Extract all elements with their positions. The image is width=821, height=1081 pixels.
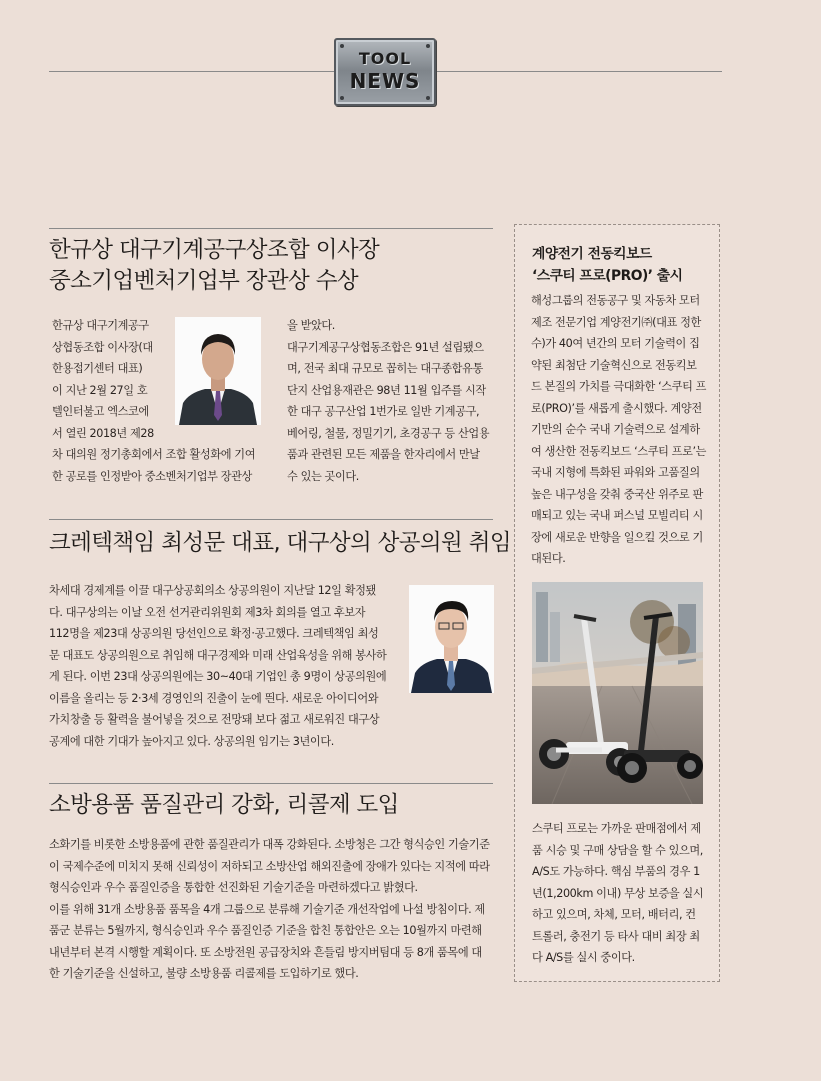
text-line: 베어링, 철물, 정밀기기, 초경공구 등 산업용	[287, 426, 490, 440]
text-line: 차세대 경제계를 이끌 대구상공회의소 상공의원이 지난달 12일 확정됐	[49, 584, 376, 597]
article3-top-rule	[49, 783, 493, 784]
text-line: 한용접기센터 대표)	[52, 362, 143, 375]
text-line: 품 시승 및 구매 상담을 할 수 있으며,	[532, 843, 703, 857]
portrait-photo-choi	[409, 585, 494, 693]
text-line: 제조 전문기업 계양전기㈜(대표 정한	[531, 315, 701, 329]
article1-headline-line1: 한규상 대구기계공구상조합 이사장	[49, 237, 380, 263]
text-line: 이름을 올리는 등 2·3세 경영인의 진출이 눈에 띈다. 새로운 아이디어와	[49, 691, 379, 705]
article3-headline: 소방용품 품질관리 강화, 리콜제 도입	[49, 792, 399, 818]
text-line: 스쿠티 프로는 가까운 판매점에서 제	[532, 822, 701, 835]
text-line: 이를 위해 31개 소방용품 품목을 4개 그룹으로 분류해 기술기준 개선작업에 나설 방침이다. 제	[49, 902, 485, 916]
article1-headline-line2: 중소기업벤처기업부 장관상 수상	[49, 268, 358, 294]
text-line: 상협동조합 이사장(대	[52, 340, 153, 354]
portrait-photo-han	[175, 317, 261, 425]
text-line: 품군 분류는 5월까지, 형식승인과 우수 품질인증 기준을 합친 통합안은 오는 10월까지 마련해	[49, 924, 482, 937]
text-line: 소화기를 비롯한 소방용품에 관한 품질관리가 대폭 강화된다. 소방청은 그간 형식승인 기술기준	[49, 838, 490, 851]
text-line: 을 받았다.	[287, 319, 335, 332]
text-line: 한 대구 공구산업 1번가로 일반 기계공구,	[287, 405, 480, 418]
text-line: 한규상 대구기계공구	[52, 319, 149, 332]
text-line: 트롤러, 충전기 등 타사 대비 최장 최	[532, 929, 700, 943]
text-line: 기만의 순수 국내 기술력으로 설계하	[531, 423, 700, 436]
text-line: 약된 최첨단 기술혁신으로 전동킥보	[531, 358, 697, 372]
sidebar-title-line1: 계양전기 전동킥보드	[532, 246, 652, 262]
text-line: 112명을 제23대 상공의원 당선인으로 확정·공고했다. 크레텍책임 최성	[49, 627, 379, 640]
text-line: 로(PRO)’를 새롭게 출시했다. 계양전	[531, 401, 702, 415]
text-line: 공계에 대한 기대가 높아지고 있다. 상공의원 임기는 3년이다.	[49, 734, 334, 748]
text-line: 다. 대구상의는 이날 오전 선거관리위원회 제3차 회의를 열고 후보자	[49, 605, 366, 619]
text-line: 수)가 40여 년간의 모터 기술력이 집	[531, 337, 700, 350]
article3-body	[49, 834, 499, 985]
header-rule-left	[49, 71, 334, 72]
text-line: 수 있는 곳이다.	[287, 469, 359, 483]
text-line: 높은 내구성을 갖춰 중국산 위주로 판	[531, 487, 703, 501]
text-line: 내년부터 본격 시행할 계획이다. 또 소방전원 공급장치와 흔들림 방지버팀대 등 8개 품목에 대	[49, 945, 482, 959]
badge-line1: TOOL	[358, 49, 412, 68]
text-line: 서 열린 2018년 제28	[52, 426, 154, 440]
article1-headline	[49, 235, 379, 297]
text-line: 단지 산업용재관은 98년 11월 입주를 시작	[287, 383, 486, 397]
tool-news-badge	[334, 38, 436, 106]
text-line: 매되고 있는 국내 퍼스널 모빌리티 시	[531, 509, 703, 522]
text-line: 텔인터불고 엑스코에	[52, 405, 149, 418]
text-line: 며, 전국 최대 규모로 꼽히는 대구종합유통	[287, 362, 483, 375]
text-line: 한 공로를 인정받아 중소벤처기업부 장관상	[52, 469, 252, 483]
sidebar-title-line2: ‘스쿠티 프로(PRO)’ 출시	[532, 268, 683, 284]
scooter-photo	[532, 582, 703, 804]
article2-body	[49, 580, 399, 752]
text-line: 가치창출 등 활력을 불어넣을 것으로 전망돼 보다 젊고 새로워진 대구상	[49, 713, 380, 726]
text-line: 문 대표도 상공의원으로 취임해 대구경제와 미래 산업육성을 위해 봉사하	[49, 648, 387, 662]
article1-col2	[287, 315, 497, 487]
sidebar-title	[532, 243, 682, 287]
text-line: 드 본질의 가치를 극대화한 ‘스쿠티 프	[531, 380, 707, 393]
text-line: 대된다.	[531, 552, 566, 565]
text-line: 장에 새로운 반향을 일으킬 것으로 기	[531, 530, 703, 544]
text-line: 이 지난 2월 27일 호	[52, 383, 148, 397]
text-line: 형식승인과 우수 품질인증을 통합한 선진화된 기술기준을 마련하겠다고 밝혔다.	[49, 881, 418, 894]
text-line: 년(1,200km 이내) 무상 보증을 실시	[532, 886, 704, 900]
text-line: 품과 관련된 모든 제품을 한자리에서 만날	[287, 448, 480, 461]
text-line: 한 기술기준을 신설하고, 불량 소방용품 리콜제를 도입하기로 했다.	[49, 967, 359, 980]
text-line: 여 생산한 전동킥보드 ‘스쿠티 프로’는	[531, 444, 707, 458]
text-line: 하고 있으며, 차체, 모터, 배터리, 컨	[532, 908, 696, 921]
text-line: 해성그룹의 전동공구 및 자동차 모터	[531, 294, 700, 307]
text-line: 게 된다. 이번 23대 상공의원에는 30~40대 기업인 총 9명이 상공의원에	[49, 670, 387, 683]
text-line: A/S도 가능하다. 핵심 부품의 경우 1	[532, 865, 700, 878]
sidebar-body2	[532, 818, 712, 969]
article1-top-rule	[49, 228, 493, 229]
text-line: 국내 지형에 특화된 파워와 고품질의	[531, 466, 700, 479]
badge-line2: NEWS	[349, 69, 421, 93]
text-line: 대구기계공구상협동조합은 91년 설립됐으	[287, 340, 484, 354]
article2-headline: 크레텍책임 최성문 대표, 대구상의 상공의원 취임	[49, 530, 512, 556]
text-line: 차 대의원 정기총회에서 조합 활성화에 기여	[52, 448, 256, 461]
header-rule-right	[436, 71, 722, 72]
text-line: 이 국제수준에 미치지 못해 신뢰성이 저하되고 소방산업 해외진출에 장애가 있다는 지적에 따라	[49, 859, 490, 873]
text-line: 다 A/S를 실시 중이다.	[532, 951, 635, 964]
sidebar-body1	[531, 290, 711, 570]
article2-top-rule	[49, 519, 493, 520]
